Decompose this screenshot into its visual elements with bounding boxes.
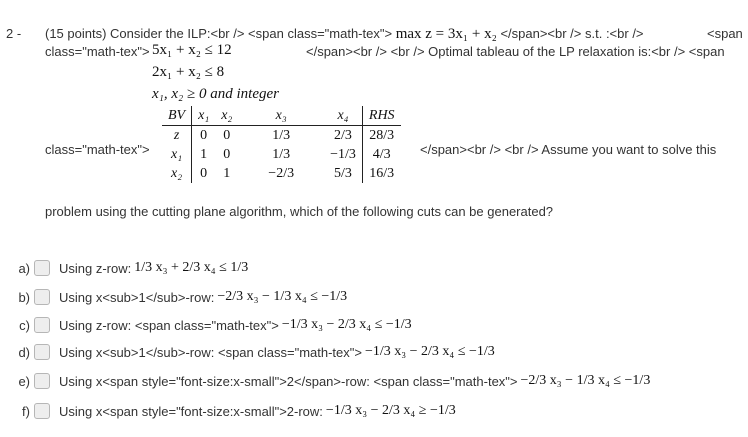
- tableau-cell: 0: [200, 165, 208, 181]
- option-checkbox[interactable]: [34, 373, 50, 389]
- constraint-3: x₁, x₂ ≥ 0 and integer: [152, 86, 279, 102]
- tableau-header-bv: BV: [162, 106, 192, 126]
- option-text: Using x<sub>1</sub>-row:: [59, 289, 215, 305]
- option-label: c): [19, 317, 30, 333]
- option-label: e): [18, 373, 30, 389]
- tableau-cell: x₂: [162, 164, 192, 183]
- tableau-cell: z: [162, 126, 192, 146]
- option-label: a): [18, 260, 30, 276]
- tableau-cell: 28/3: [362, 126, 400, 146]
- tableau-header-x3: x₃: [262, 106, 324, 126]
- option-checkbox[interactable]: [34, 289, 50, 305]
- class-line-text-2: class="math-tex">: [45, 142, 150, 157]
- option-label: b): [18, 289, 30, 305]
- tableau-cell: 0: [223, 127, 231, 143]
- constraint-2: 2x₁ + x₂ ≤ 8: [152, 64, 225, 80]
- option-e[interactable]: [0, 371, 650, 391]
- option-b[interactable]: [0, 287, 347, 307]
- option-text: Using z-row:: [59, 260, 132, 276]
- option-cut-inequality: −1/3 x₃ − 2/3 x₄ ≥ −1/3: [325, 403, 456, 418]
- tableau-header-row: [162, 106, 401, 126]
- option-checkbox[interactable]: [34, 403, 50, 419]
- question-number: 2 -: [6, 26, 22, 41]
- option-checkbox[interactable]: [34, 317, 50, 333]
- option-f[interactable]: [0, 401, 456, 421]
- tableau-header-rhs: RHS: [362, 106, 400, 126]
- tableau-header-x2: x₂: [215, 106, 262, 126]
- question-last-line: problem using the cutting plane algorithm, which of the following cuts can be generated?: [45, 204, 554, 219]
- tableau-row: [162, 164, 401, 183]
- question-intro: (15 points) Consider the ILP:<br /> <span class="math-tex">: [45, 26, 393, 41]
- tableau-cell: 0: [200, 127, 208, 143]
- question-text-line1: [45, 26, 644, 43]
- constraint-1: 5x₁ + x₂ ≤ 12: [152, 42, 232, 58]
- tableau-cell: 5/3: [334, 165, 352, 181]
- option-text: Using x<span style="font-size:x-small">2-row:: [59, 403, 323, 419]
- span-open-text: <span: [707, 26, 743, 41]
- after-table-text: </span><br /> <br /> Assume you want to solve this: [420, 142, 717, 157]
- option-d[interactable]: [0, 342, 495, 362]
- tableau-cell: −2/3: [268, 165, 295, 181]
- optimal-tableau: [162, 106, 401, 183]
- option-cut-inequality: −1/3 x₃ − 2/3 x₄ ≤ −1/3: [281, 317, 412, 332]
- tableau-row: [162, 126, 401, 146]
- constraint-1-after-text: </span><br /> <br /> Optimal tableau of the LP relaxation is:<br /> <span: [306, 44, 725, 59]
- tableau-header-x4: x₄: [324, 106, 362, 126]
- option-c[interactable]: [0, 315, 412, 335]
- tableau-cell: 0: [223, 146, 231, 162]
- option-label: d): [18, 344, 30, 360]
- option-cut-inequality: −1/3 x₃ − 2/3 x₄ ≤ −1/3: [364, 344, 495, 359]
- option-cut-inequality: 1/3 x₃ + 2/3 x₄ ≤ 1/3: [134, 260, 249, 275]
- tableau-row: [162, 145, 401, 164]
- option-text: Using x<span style="font-size:x-small">2</span>-row: <span class="math-tex">: [59, 373, 518, 389]
- option-a[interactable]: [0, 258, 248, 278]
- tableau-header-x1: x₁: [192, 106, 216, 126]
- tableau-cell: 1/3: [272, 127, 291, 143]
- option-cut-inequality: −2/3 x₃ − 1/3 x₄ ≤ −1/3: [217, 289, 348, 304]
- tableau-cell: 16/3: [362, 164, 400, 183]
- option-cut-inequality: −2/3 x₃ − 1/3 x₄ ≤ −1/3: [520, 373, 651, 388]
- option-text: Using x<sub>1</sub>-row: <span class="math-tex">: [59, 344, 362, 360]
- option-text: Using z-row: <span class="math-tex">: [59, 317, 279, 333]
- question-after-objective: </span><br /> s.t. :<br />: [500, 26, 644, 41]
- tableau-cell: 1: [223, 165, 231, 181]
- objective-function: max z = 3x₁ + x₂: [395, 26, 497, 42]
- option-label: f): [22, 403, 30, 419]
- tableau-cell: x₁: [162, 145, 192, 164]
- tableau-cell: −1/3: [330, 146, 356, 162]
- tableau-cell: 4/3: [362, 145, 400, 164]
- class-line-text: class="math-tex">: [45, 44, 150, 59]
- tableau-cell: 1/3: [272, 146, 291, 162]
- tableau-cell: 2/3: [334, 127, 352, 143]
- option-checkbox[interactable]: [34, 344, 50, 360]
- option-checkbox[interactable]: [34, 260, 50, 276]
- tableau-cell: 1: [200, 146, 208, 162]
